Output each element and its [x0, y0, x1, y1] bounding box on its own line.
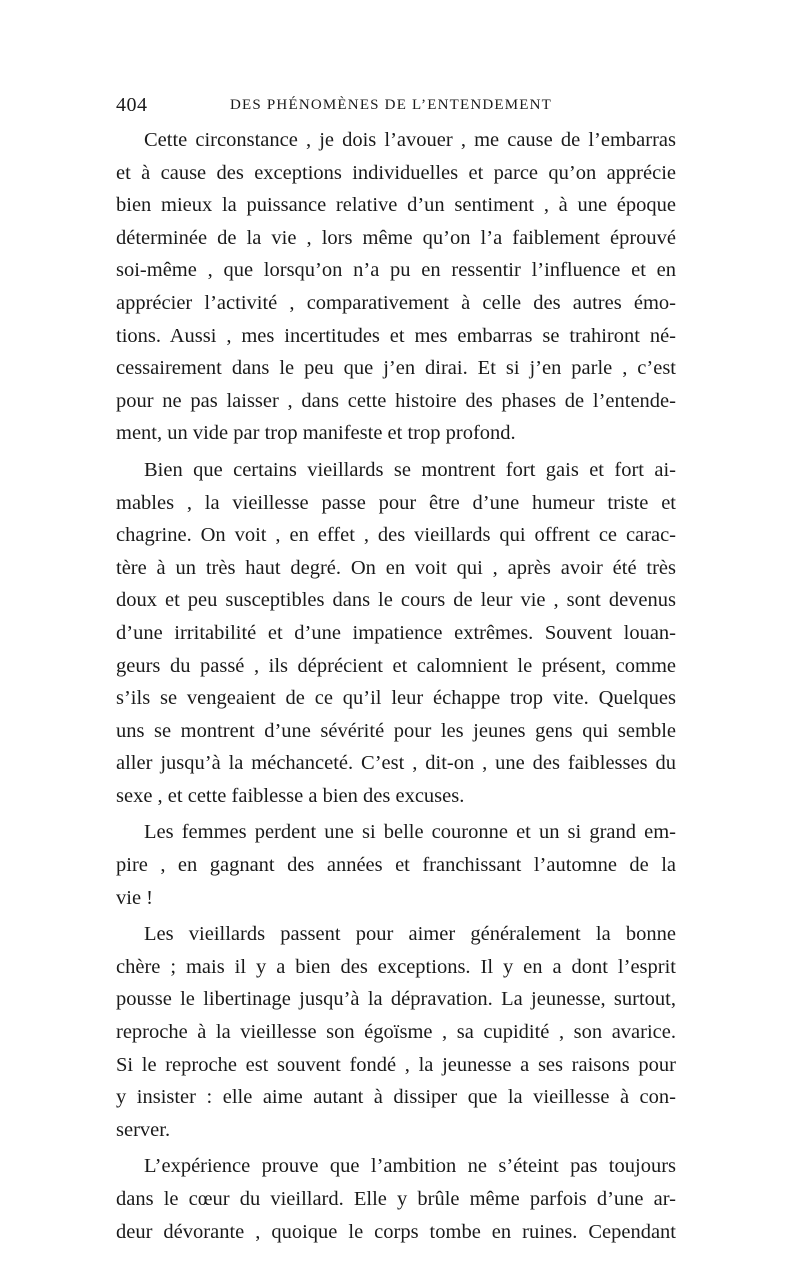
text-line: Si le reproche est souvent fondé , la jeunesse a ses raisons pour: [116, 1053, 676, 1076]
paragraph: [116, 816, 676, 914]
text-line: cessairement dans le peu que j’en dirai. Et si j’en parle , c’est: [116, 357, 676, 380]
text-line: ment, un vide par trop manifeste et trop profond.: [116, 422, 516, 445]
text-line: vie !: [116, 886, 153, 909]
text-line: tions. Aussi , mes incertitudes et mes embarras se trahiront né-: [116, 324, 676, 347]
text-line: Bien que certains vieillards se montrent fort gais et fort ai-: [144, 458, 676, 481]
text-line: soi-même , que lorsqu’on n’a pu en ressentir l’influence et en: [116, 259, 676, 282]
text-line: sexe , et cette faiblesse a bien des excuses.: [116, 784, 465, 807]
text-line: d’une irritabilité et d’une impatience extrêmes. Souvent louan-: [116, 621, 676, 644]
text-line: chère ; mais il y a bien des exceptions. Il y en a dont l’esprit: [116, 955, 676, 978]
text-line: L’expérience prouve que l’ambition ne s’éteint pas toujours: [144, 1155, 676, 1178]
text-line: tère à un très haut degré. On en voit qui , après avoir été très: [116, 556, 676, 579]
text-line: uns se montrent d’une sévérité pour les jeunes gens qui semble: [116, 719, 676, 742]
page-header: [116, 94, 676, 118]
text-line: pour ne pas laisser , dans cette histoire des phases de l’entende-: [116, 389, 676, 412]
text-line: doux et peu susceptibles dans le cours de leur vie , sont devenus: [116, 589, 676, 612]
text-line: pousse le libertinage jusqu’à la dépravation. La jeunesse, surtout,: [116, 988, 676, 1011]
body-text: [116, 124, 676, 1252]
running-title: DES PHÉNOMÈNES DE L’ENTENDEMENT: [230, 97, 553, 113]
paragraph: [116, 1150, 676, 1248]
text-line: s’ils se vengeaient de ce qu’il leur échappe trop vite. Quelques: [116, 687, 676, 710]
text-line: apprécier l’activité , comparativement à celle des autres émo-: [116, 291, 676, 314]
page-number: 404: [116, 94, 148, 116]
text-line: server.: [116, 1118, 171, 1141]
text-line: mables , la vieillesse passe pour être d’une humeur triste et: [116, 491, 676, 514]
text-line: dans le cœur du vieillard. Elle y brûle même parfois d’une ar-: [116, 1188, 676, 1210]
text-line: et à cause des exceptions individuelles et parce qu’on apprécie: [116, 161, 676, 184]
text-line: reproche à la vieillesse son égoïsme , sa cupidité , son avarice.: [116, 1021, 676, 1044]
text-line: deur dévorante , quoique le corps tombe en ruines. Cependant: [116, 1220, 676, 1243]
text-line: pire , en gagnant des années et franchissant l’automne de la: [116, 854, 676, 877]
paragraph: [116, 918, 676, 1146]
text-line: y insister : elle aime autant à dissiper que la vieillesse à con-: [116, 1086, 676, 1109]
paragraph: [116, 454, 676, 813]
text-line: aller jusqu’à la méchanceté. C’est , dit-on , une des faiblesses du: [116, 752, 676, 775]
paragraph: [116, 124, 676, 450]
text-line: Les vieillards passent pour aimer généralement la bonne: [144, 923, 676, 946]
text-line: déterminée de la vie , lors même qu’on l’a faiblement éprouvé: [116, 226, 676, 249]
text-line: Cette circonstance , je dois l’avouer , me cause de l’embarras: [144, 129, 676, 151]
text-line: bien mieux la puissance relative d’un sentiment , à une époque: [116, 194, 676, 217]
text-line: chagrine. On voit , en effet , des vieillards qui offrent ce carac-: [116, 524, 676, 547]
text-line: Les femmes perdent une si belle couronne et un si grand em-: [144, 821, 676, 844]
text-line: geurs du passé , ils déprécient et calomnient le présent, comme: [116, 654, 676, 677]
